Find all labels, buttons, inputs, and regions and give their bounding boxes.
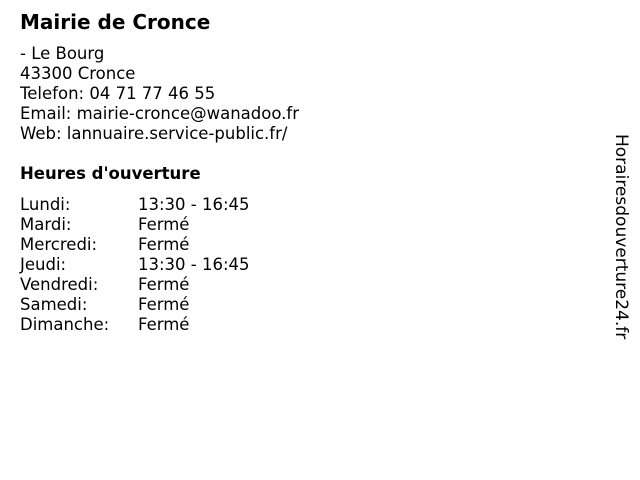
day-label: Jeudi: xyxy=(20,255,67,274)
hours-row-saturday xyxy=(20,295,250,315)
hours-value: Fermé xyxy=(138,315,190,334)
hours-value: Fermé xyxy=(138,215,190,234)
opening-hours-heading: Heures d'ouverture xyxy=(20,164,201,183)
phone-number: Telefon: 04 71 77 46 55 xyxy=(20,84,216,103)
hours-row-tuesday xyxy=(20,215,250,235)
postal-city: 43300 Cronce xyxy=(20,64,136,83)
day-label: Dimanche: xyxy=(20,315,110,334)
email-address: Email: mairie-cronce@wanadoo.fr xyxy=(20,104,299,123)
hours-row-thursday xyxy=(20,255,250,275)
hours-row-wednesday xyxy=(20,235,250,255)
address-block xyxy=(20,44,299,144)
street-address: - Le Bourg xyxy=(20,44,105,63)
hours-value: Fermé xyxy=(138,235,190,254)
website: Web: lannuaire.service-public.fr/ xyxy=(20,124,288,143)
hours-value: 13:30 - 16:45 xyxy=(138,195,250,214)
day-label: Mardi: xyxy=(20,215,72,234)
opening-hours-table xyxy=(20,195,250,335)
day-label: Lundi: xyxy=(20,195,71,214)
page-title: Mairie de Cronce xyxy=(20,10,211,34)
hours-row-monday xyxy=(20,195,250,215)
day-label: Mercredi: xyxy=(20,235,98,254)
hours-row-sunday xyxy=(20,315,250,335)
hours-value: Fermé xyxy=(138,275,190,294)
hours-value: Fermé xyxy=(138,295,190,314)
day-label: Vendredi: xyxy=(20,275,99,294)
hours-value: 13:30 - 16:45 xyxy=(138,255,250,274)
site-watermark: Horairesdouverture24.fr xyxy=(611,134,631,340)
day-label: Samedi: xyxy=(20,295,88,314)
hours-row-friday xyxy=(20,275,250,295)
